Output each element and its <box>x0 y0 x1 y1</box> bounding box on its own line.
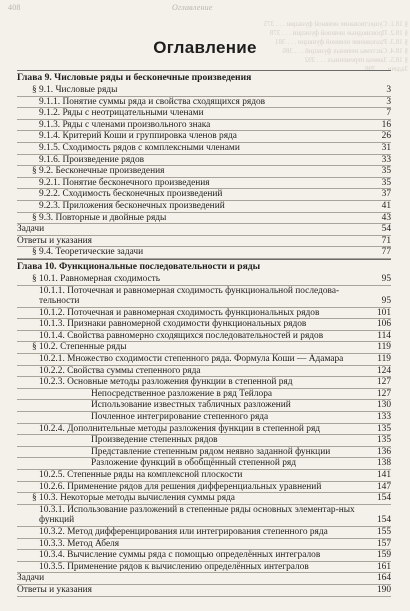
toc-entry[interactable] <box>17 505 391 527</box>
toc-entry-title: Почленное интегрирование степенного ряда <box>91 412 269 423</box>
toc-entry-title: 9.1.5. Сходимость рядов с комплексными членами <box>39 142 240 153</box>
toc-entry-title: § 9.3. Повторные и двойные ряды <box>32 212 167 223</box>
toc-entry-title: Непосредственное разложение в ряд Тейлора <box>91 388 273 399</box>
show-through-line: § 18.4. Системы неявных функций . . . 386 <box>282 47 408 55</box>
toc-entry-title: § 9.4. Теоретические задачи <box>32 247 144 258</box>
toc-entry-title: 9.1.4. Критерий Коши и группировка членов ряда <box>39 131 237 142</box>
toc-entry[interactable] <box>17 539 391 551</box>
show-through-line: Задачи . . . 398 <box>364 65 408 73</box>
toc-back-matter-entry[interactable] <box>17 224 391 236</box>
toc-entry-title: 10.1.3. Признаки равномерной сходимости функциональных рядов <box>39 319 307 330</box>
chapter-heading: Глава 10. Функциональные последовательности и ряды <box>17 259 391 274</box>
toc-entry-title: 9.2.2. Сходимость бесконечных произведений <box>39 189 223 200</box>
toc-entry[interactable] <box>17 319 391 331</box>
toc-entry-title: 10.1.2. Поточечная и равномерная сходимость функциональных рядов <box>39 307 320 318</box>
bleed-running-header: Оглавление <box>172 3 213 12</box>
toc-page-number: 54 <box>363 224 391 235</box>
toc-page-number: 41 <box>363 201 391 212</box>
toc-entry[interactable] <box>17 377 391 389</box>
toc-entry[interactable] <box>17 562 391 574</box>
toc-entry-title: § 10.2. Степенные ряды <box>32 342 127 353</box>
toc-page-number: 135 <box>363 424 391 435</box>
toc-section-entry[interactable] <box>17 274 391 286</box>
toc-page-number: 3 <box>363 85 391 96</box>
toc-entry[interactable] <box>17 366 391 378</box>
toc-entry-title: § 9.2. Бесконечные произведения <box>32 166 165 177</box>
toc-page-number: 155 <box>363 527 391 538</box>
toc-entry[interactable] <box>17 458 391 470</box>
table-of-contents <box>17 70 391 597</box>
toc-entry-title: 10.3.1. Использование разложений в степенные ряды основных элементар-ных функций <box>39 504 355 526</box>
toc-page-number: 35 <box>363 178 391 189</box>
toc-entry[interactable] <box>17 189 391 201</box>
toc-page-number: 141 <box>363 470 391 481</box>
toc-entry[interactable] <box>17 354 391 366</box>
toc-page-number: 43 <box>363 213 391 224</box>
toc-page-number: 35 <box>363 166 391 177</box>
toc-page-number: 164 <box>363 573 391 584</box>
toc-entry[interactable] <box>17 400 391 412</box>
toc-entry[interactable] <box>17 389 391 401</box>
show-through-line: § 18.3. Разложение неявной функции . . . 381 <box>275 38 408 46</box>
toc-page-number: 127 <box>363 389 391 400</box>
toc-back-matter-entry[interactable] <box>17 236 391 248</box>
toc-entry-title: 10.2.1. Множество сходимости степенного ряда. Формула Коши — Адамара <box>39 354 344 365</box>
toc-entry[interactable] <box>17 331 391 343</box>
toc-section-entry[interactable] <box>17 342 391 354</box>
toc-entry-title: 9.2.1. Понятие бесконечного произведения <box>39 177 210 188</box>
toc-page-number: 119 <box>363 354 391 365</box>
show-through-line: § 18.2. Производные неявной функции . . . 378 <box>269 29 408 37</box>
toc-entry-title: Ответы и указания <box>17 235 92 246</box>
toc-entry-title: § 10.3. Некоторые методы вычисления суммы ряда <box>32 493 235 504</box>
toc-entry-title: 9.1.3. Ряды с членами произвольного знака <box>39 119 211 130</box>
toc-page-number: 135 <box>363 435 391 446</box>
toc-entry[interactable] <box>17 308 391 320</box>
toc-page-number: 33 <box>363 155 391 166</box>
toc-entry[interactable] <box>17 435 391 447</box>
toc-entry-title: 9.1.1. Понятие суммы ряда и свойства сходящихся рядов <box>39 96 266 107</box>
toc-page-number: 190 <box>363 585 391 596</box>
show-through-line: § 18.1. Существование неявной функции . . . 375 <box>263 20 408 28</box>
toc-page-number: 77 <box>363 247 391 258</box>
toc-entry-title: Использование известных табличных разложений <box>91 400 291 411</box>
toc-entry[interactable] <box>17 131 391 143</box>
toc-entry-title: 10.3.4. Вычисление суммы ряда с помощью определённых интегралов <box>39 550 321 561</box>
toc-page-number: 31 <box>363 143 391 154</box>
toc-page-number: 95 <box>363 296 391 307</box>
toc-page-number: 138 <box>363 458 391 469</box>
toc-entry-title: 10.2.6. Применение рядов для решения дифференциальных уравнений <box>39 481 322 492</box>
toc-page-number: 161 <box>363 562 391 573</box>
toc-back-matter-entry[interactable] <box>17 585 391 597</box>
toc-page-number: 159 <box>363 550 391 561</box>
toc-page-number: 133 <box>363 412 391 423</box>
toc-entry-title: 10.3.5. Применение рядов к вычислению определённых интегралов <box>39 561 309 572</box>
toc-entry[interactable] <box>17 470 391 482</box>
toc-entry[interactable] <box>17 97 391 109</box>
toc-entry[interactable] <box>17 155 391 167</box>
toc-entry-title: Задачи <box>17 224 45 235</box>
toc-entry[interactable] <box>17 201 391 213</box>
toc-page-number: 147 <box>363 482 391 493</box>
toc-entry[interactable] <box>17 482 391 494</box>
toc-section-entry[interactable] <box>17 85 391 97</box>
toc-entry-title: 9.1.6. Произведение рядов <box>39 154 145 165</box>
toc-page-number: 114 <box>363 331 391 342</box>
toc-entry-title: 9.1.2. Ряды с неотрицательными членами <box>39 108 204 119</box>
toc-page-number: 71 <box>363 236 391 247</box>
toc-entry[interactable] <box>17 178 391 190</box>
toc-entry-title: 10.3.2. Метод дифференцирования или интегрирования степенного ряда <box>39 526 328 537</box>
toc-page-number: 154 <box>363 515 391 526</box>
toc-page-number: 127 <box>363 377 391 388</box>
toc-page-number: 95 <box>363 274 391 285</box>
toc-section-entry[interactable] <box>17 247 391 259</box>
toc-entry-title: Задачи <box>17 573 45 584</box>
toc-entry-title: 10.2.5. Степенные ряды на комплексной плоскости <box>39 470 243 480</box>
toc-entry-title: § 10.1. Равномерная сходимость <box>32 273 161 284</box>
toc-entry[interactable] <box>17 286 391 308</box>
toc-page-number: 101 <box>363 308 391 319</box>
toc-entry-title: 10.2.3. Основные методы разложения функции в степенной ряд <box>39 377 293 388</box>
toc-page-number: 136 <box>363 447 391 458</box>
toc-page-number: 124 <box>363 366 391 377</box>
toc-entry-title: 10.2.2. Свойства суммы степенного ряда <box>39 365 201 376</box>
toc-entry-title: Представление степенным рядом неявно заданной функции <box>91 446 331 457</box>
toc-entry-title: Разложение функций в обобщённый степенной ряд <box>91 458 296 469</box>
toc-entry[interactable] <box>17 120 391 132</box>
toc-entry-title: 10.2.4. Дополнительные методы разложения функции в степенной ряд <box>39 423 321 434</box>
toc-entry[interactable] <box>17 412 391 424</box>
toc-page-number: 26 <box>363 131 391 142</box>
page-title: Оглавление <box>153 38 257 57</box>
toc-entry[interactable] <box>17 447 391 459</box>
toc-entry-title: 9.2.3. Приложения бесконечных произведений <box>39 200 225 211</box>
toc-page-number: 157 <box>363 539 391 550</box>
toc-page-number: 3 <box>363 97 391 108</box>
toc-back-matter-entry[interactable] <box>17 573 391 585</box>
toc-entry-title: Ответы и указания <box>17 584 92 595</box>
bleed-page-number: 408 <box>8 3 21 12</box>
toc-entry[interactable] <box>17 527 391 539</box>
toc-entry-title: 10.3.3. Метод Абеля <box>39 538 120 549</box>
toc-entry[interactable] <box>17 108 391 120</box>
chapter-heading: Глава 9. Числовые ряды и бесконечные произведения <box>17 70 391 85</box>
toc-page-number: 106 <box>363 319 391 330</box>
toc-entry-title: § 9.1. Числовые ряды <box>32 85 118 95</box>
toc-page-number: 7 <box>363 108 391 119</box>
toc-entry-title: 10.1.4. Свойства равномерно сходящихся последовательностей и рядов <box>39 330 324 341</box>
toc-entry[interactable] <box>17 550 391 562</box>
toc-entry-title: Произведение степенных рядов <box>91 435 218 446</box>
toc-entry-title: 10.1.1. Поточечная и равномерная сходимость функциональной последова-тельности <box>39 285 340 307</box>
toc-page-number: 154 <box>363 493 391 504</box>
toc-entry[interactable] <box>17 143 391 155</box>
previous-page-bleed <box>0 0 410 18</box>
toc-page-number: 130 <box>363 400 391 411</box>
toc-page-number: 16 <box>363 120 391 131</box>
toc-entry[interactable] <box>17 424 391 436</box>
show-through-line: § 18.5. Замена переменных . . . 392 <box>304 56 408 64</box>
toc-section-entry[interactable] <box>17 493 391 505</box>
toc-section-entry[interactable] <box>17 213 391 225</box>
toc-page-number: 119 <box>363 342 391 353</box>
toc-page-number: 37 <box>363 189 391 200</box>
toc-section-entry[interactable] <box>17 166 391 178</box>
